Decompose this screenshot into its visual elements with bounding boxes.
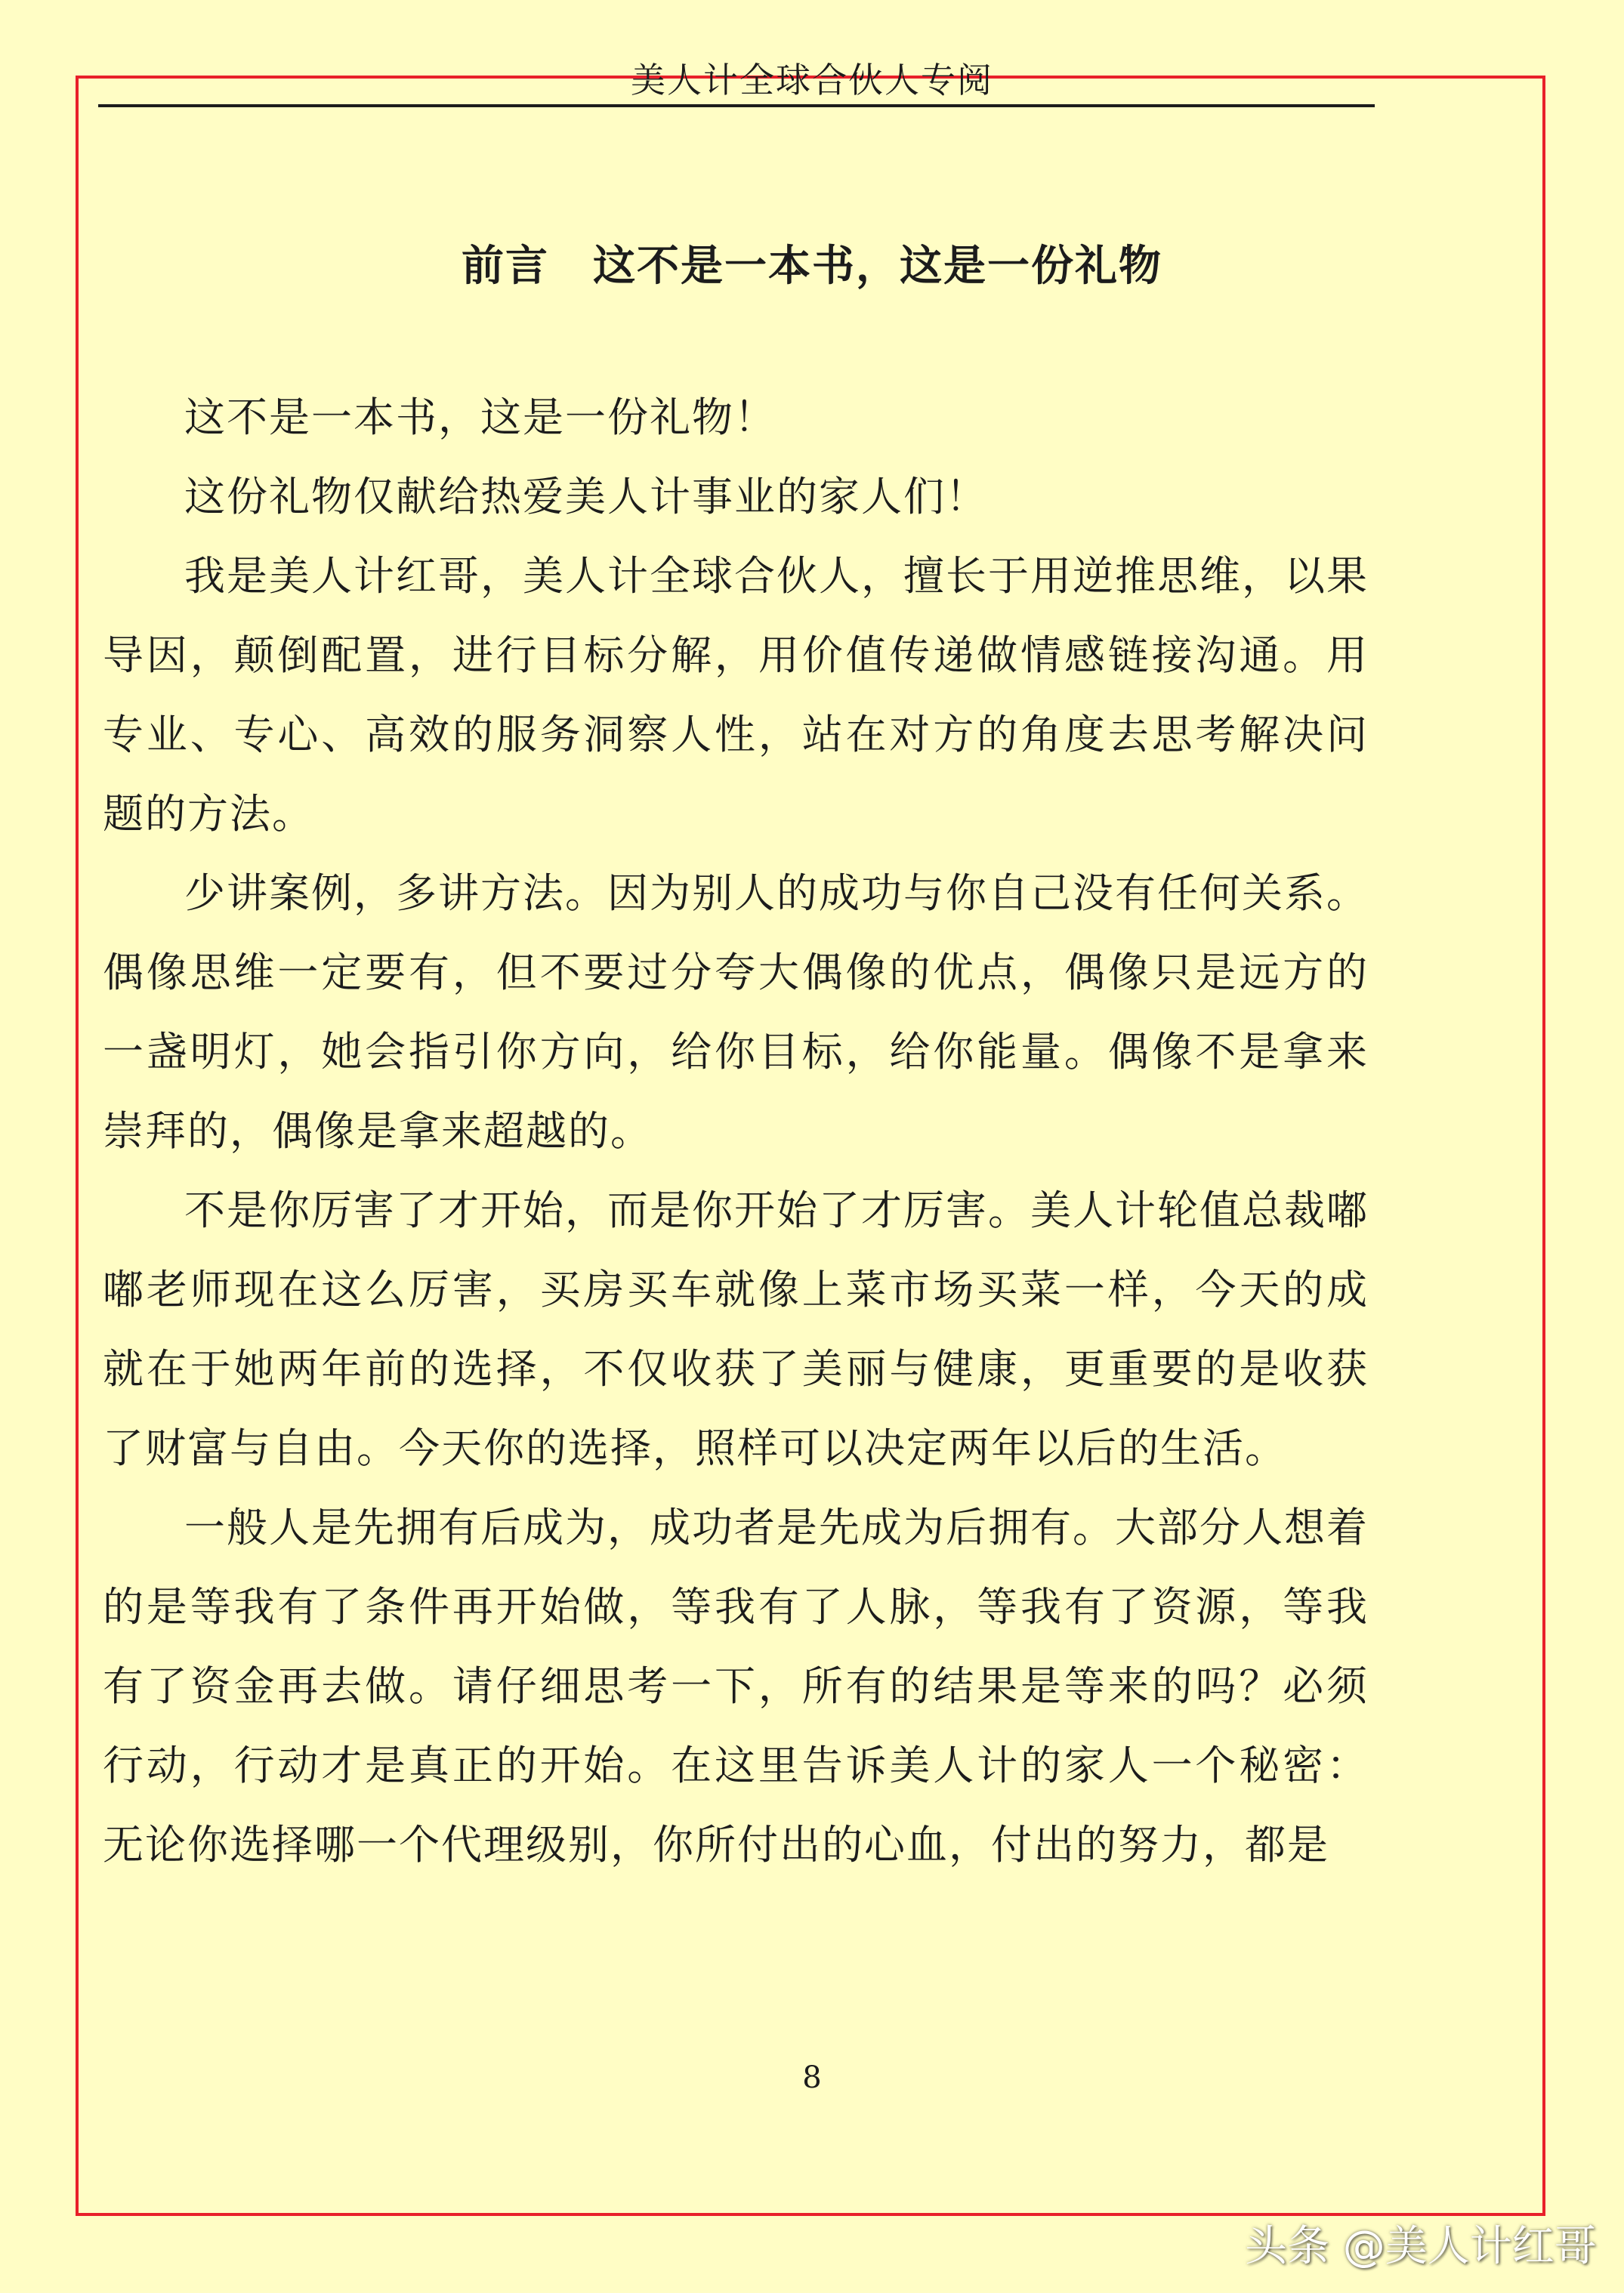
paragraph: 这不是一本书，这是一份礼物！ [184, 393, 776, 441]
chapter-title: 前言 这不是一本书，这是一份礼物 [462, 241, 1162, 291]
paragraph: 我是美人计红哥，美人计全球合伙人，擅长于用逆推思维，以果导因，颠倒配置，进行目标分解，用价值传递做情感链接沟通。用专业、专心、高效的服务洞察人性，站在对方的角度去思考解决问题的方法。 [103, 552, 1369, 838]
header-divider [98, 104, 1375, 107]
paragraph: 一般人是先拥有后成为，成功者是先成为后拥有。大部分人想着的是等我有了条件再开始做，等我有了人脉，等我有了资源，等我有了资金再去做。请仔细思考一下，所有的结果是等来的吗？必须行动，行动才是真正的开始。在这里告诉美人计的家人一个秘密：无论你选择哪一个代理级别，你所付出的心血，付出的努力，都是 [103, 1504, 1369, 1869]
paragraph: 不是你厉害了才开始，而是你开始了才厉害。美人计轮值总裁嘟嘟老师现在这么厉害，买房买车就像上菜市场买菜一样，今天的成就在于她两年前的选择，不仅收获了美丽与健康，更重要的是收获了财富与自由。今天你的选择，照样可以决定两年以后的生活。 [103, 1187, 1369, 1472]
page-number: 8 [802, 2060, 822, 2095]
body-text [103, 378, 1369, 1884]
paragraph: 少讲案例，多讲方法。因为别人的成功与你自己没有任何关系。偶像思维一定要有，但不要过分夸大偶像的优点，偶像只是远方的一盏明灯，她会指引你方向，给你目标，给你能量。偶像不是拿来崇拜的，偶像是拿来超越的。 [103, 869, 1369, 1155]
paragraph: 这份礼物仅献给热爱美人计事业的家人们！ [184, 473, 988, 520]
running-header: 美人计全球合伙人专阅 [631, 60, 993, 100]
watermark: 头条 @美人计红哥 [1245, 2222, 1597, 2271]
